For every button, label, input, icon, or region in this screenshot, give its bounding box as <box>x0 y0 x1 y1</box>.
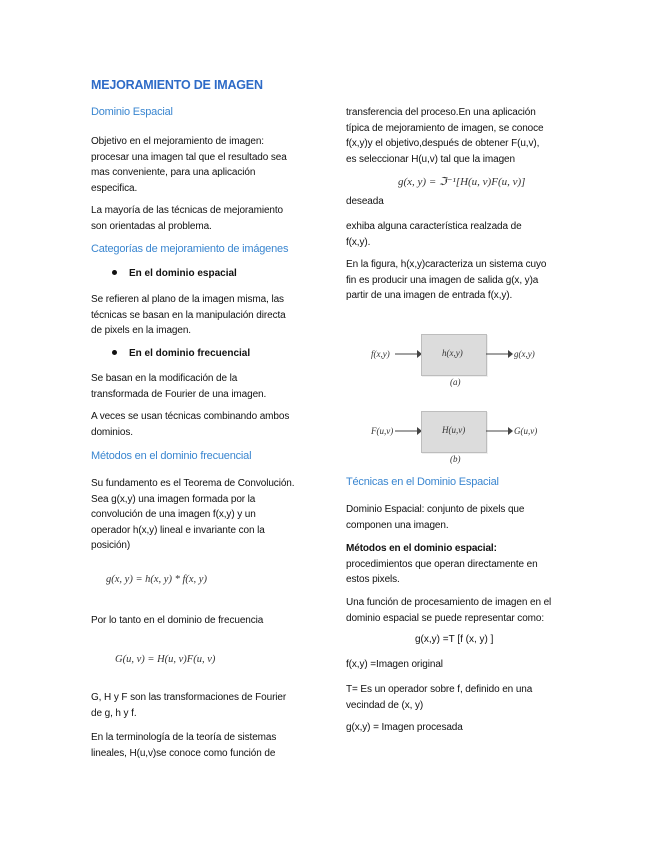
bullet-icon <box>112 270 117 275</box>
paragraph-exhiba: exhiba alguna característica realzada de f(x,y). <box>346 221 522 248</box>
metodos-espacial-label: Métodos en el dominio espacial: <box>346 543 497 554</box>
bullet-dominio-frecuencial: En el dominio frecuencial <box>112 348 250 359</box>
bullet-dominio-espacial: En el dominio espacial <box>112 268 237 279</box>
paragraph-ghf: G, H y F son las transformaciones de Fourier de g, h y f. <box>91 692 287 719</box>
equation-operator: g(x,y) =T [f (x, y) ] <box>415 634 494 645</box>
arrow-right-icon <box>486 347 513 361</box>
equation-convolution: g(x, y) = h(x, y) * f(x, y) <box>106 574 207 585</box>
diagram-b-caption: (b) <box>450 454 461 464</box>
paragraph-imagen-original: f(x,y) =Imagen original <box>346 659 443 670</box>
paragraph-por-lo-tanto: Por lo tanto en el dominio de frecuencia <box>91 615 264 626</box>
paragraph-dominio: Dominio Espacial: conjunto de pixels que componen una imagen. <box>346 504 525 531</box>
heading-categorias: Categorías de mejoramiento de imágenes <box>91 243 289 255</box>
diagram-a-caption: (a) <box>450 377 461 387</box>
paragraph-fundamento: Su fundamento es el Teorema de Convolución. Sea g(x,y) una imagen formada por la convolución de una imagen f(x,y) y un operador h(x,y) lineal e invariante con la posición) <box>91 478 295 551</box>
paragraph-frecuencial: Se basan en la modificación de la transformada de Fourier de una imagen. <box>91 373 267 400</box>
heading-dominio-espacial: Dominio Espacial <box>91 106 173 118</box>
equation-frequency: G(u, v) = H(u, v)F(u, v) <box>115 654 216 665</box>
paragraph-imagen-procesada: g(x,y) = Imagen procesada <box>346 722 463 733</box>
heading-tecnicas: Técnicas en el Dominio Espacial <box>346 476 499 488</box>
paragraph-operador-t: T= Es un operador sobre f, definido en una vecindad de (x, y) <box>346 684 533 711</box>
equation-inverse-fourier: g(x, y) = ℑ⁻¹[H(u, v)F(u, v)] <box>398 176 526 188</box>
paragraph-a-veces: A veces se usan técnicas combinando ambos dominios. <box>91 411 290 438</box>
arrow-right-icon <box>395 424 422 438</box>
diagram-b-input: F(u,v) <box>371 426 394 436</box>
diagram-a-output: g(x,y) <box>514 349 535 359</box>
heading-metodos-frecuencial: Métodos en el dominio frecuencial <box>91 450 252 462</box>
diagram-b-box-label: H(u,v) <box>442 425 466 435</box>
paragraph-funcion: Una función de procesamiento de imagen en el dominio espacial se puede representar como: <box>346 597 552 624</box>
paragraph-terminologia: En la terminología de la teoría de sistemas lineales, H(u,v)se conoce como función de <box>91 732 277 759</box>
paragraph-figura: En la figura, h(x,y)caracteriza un sistema cuyo fin es producir una imagen de salida g(x, y)a partir de una imagen de entrada f(x,y). <box>346 259 547 301</box>
bullet-icon <box>112 350 117 355</box>
arrow-right-icon <box>486 424 513 438</box>
page-title: MEJORAMIENTO DE IMAGEN <box>91 78 263 92</box>
paragraph-deseada: deseada <box>346 196 384 207</box>
diagram-b-output: G(u,v) <box>514 426 538 436</box>
paragraph-mayoria: La mayoría de las técnicas de mejoramiento son orientadas al problema. <box>91 205 284 232</box>
diagram-a-input: f(x,y) <box>371 349 390 359</box>
paragraph-espacial: Se refieren al plano de la imagen misma, las técnicas se basan en la manipulación directa de pixels en la imagen. <box>91 294 286 336</box>
arrow-right-icon <box>395 347 422 361</box>
diagram-a-box-label: h(x,y) <box>442 348 463 358</box>
paragraph-transferencia: transferencia del proceso.En una aplicación típica de mejoramiento de imagen, se conoce f(x,y)y el objetivo,después de obtener F(u,v), es seleccionar H(u,v) tal que la imagen <box>346 107 544 165</box>
paragraph-metodos-espacial: Métodos en el dominio espacial: procedimientos que operan directamente en estos pixels. <box>346 543 538 585</box>
paragraph-objetivo: Objetivo en el mejoramiento de imagen: procesar una imagen tal que el resultado sea mas conveniente, para una aplicación especifica. <box>91 136 287 194</box>
